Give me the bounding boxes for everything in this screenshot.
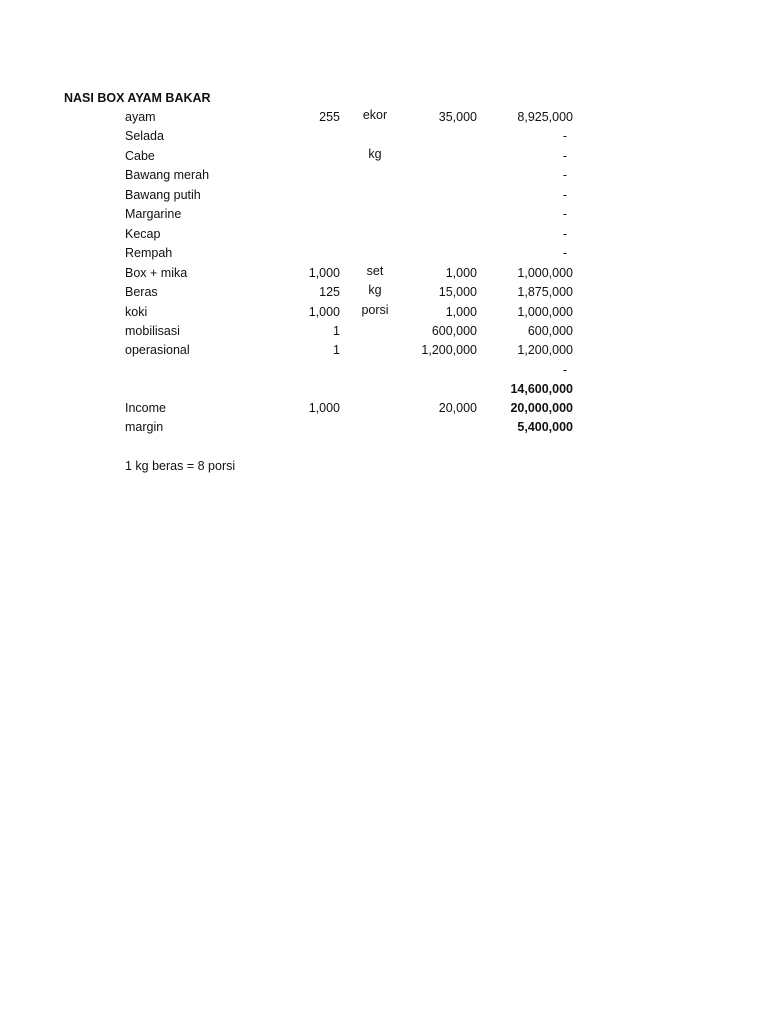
item-name: ayam bbox=[125, 110, 156, 124]
item-name: Bawang putih bbox=[125, 187, 201, 202]
table-row bbox=[0, 147, 768, 166]
income-label: Income bbox=[125, 401, 166, 415]
income-qty: 1,000 bbox=[308, 401, 340, 415]
item-price: 1,000 bbox=[445, 304, 477, 319]
item-name: Rempah bbox=[125, 246, 173, 261]
table-row bbox=[0, 303, 768, 322]
item-total: - bbox=[562, 148, 567, 163]
item-price: 35,000 bbox=[438, 110, 477, 124]
item-total: - bbox=[562, 362, 567, 377]
table-row bbox=[0, 244, 768, 263]
item-name: mobilisasi bbox=[125, 323, 180, 338]
income-price: 20,000 bbox=[438, 401, 477, 415]
sheet-title: NASI BOX AYAM BAKAR bbox=[64, 91, 211, 105]
item-total: 1,000,000 bbox=[517, 304, 573, 319]
margin-total: 5,400,000 bbox=[517, 420, 573, 434]
item-qty: 125 bbox=[319, 285, 340, 300]
item-qty: 1 bbox=[333, 343, 340, 358]
item-qty: 1 bbox=[333, 323, 340, 338]
item-unit: porsi bbox=[361, 302, 389, 317]
item-total: 600,000 bbox=[527, 323, 573, 338]
table-row bbox=[0, 225, 768, 244]
table-row bbox=[0, 205, 768, 224]
table-row bbox=[0, 264, 768, 283]
item-total: - bbox=[562, 187, 567, 202]
item-total: - bbox=[562, 129, 567, 144]
item-price: 1,200,000 bbox=[421, 343, 477, 358]
item-name: Margarine bbox=[125, 207, 182, 222]
item-name: Beras bbox=[125, 285, 158, 300]
item-total: 8,925,000 bbox=[517, 110, 573, 124]
item-price: 600,000 bbox=[431, 323, 477, 338]
item-total: - bbox=[562, 226, 567, 241]
income-row bbox=[0, 399, 768, 418]
table-row bbox=[0, 108, 768, 127]
item-qty: 1,000 bbox=[308, 304, 340, 319]
table-row bbox=[0, 283, 768, 302]
item-name: Kecap bbox=[125, 226, 161, 241]
item-unit: set bbox=[366, 263, 384, 278]
item-qty: 255 bbox=[319, 110, 340, 124]
table-row bbox=[0, 361, 768, 380]
item-unit: kg bbox=[368, 283, 382, 298]
table-row bbox=[0, 186, 768, 205]
table-row bbox=[0, 127, 768, 146]
margin-label: margin bbox=[125, 420, 164, 434]
item-price: 15,000 bbox=[438, 285, 477, 300]
margin-row bbox=[0, 418, 768, 437]
item-unit: kg bbox=[368, 146, 382, 161]
table-row bbox=[0, 322, 768, 341]
subtotal-row bbox=[0, 380, 768, 399]
subtotal-value: 14,600,000 bbox=[510, 382, 573, 396]
item-total: - bbox=[562, 246, 567, 261]
item-total: - bbox=[562, 168, 567, 183]
item-name: Bawang merah bbox=[125, 168, 210, 183]
table-row bbox=[0, 341, 768, 360]
item-name: Cabe bbox=[125, 148, 155, 163]
item-total: - bbox=[562, 207, 567, 222]
table-row bbox=[0, 166, 768, 185]
income-total: 20,000,000 bbox=[510, 401, 573, 415]
item-qty: 1,000 bbox=[308, 265, 340, 280]
item-name: Box + mika bbox=[125, 265, 188, 280]
item-name: operasional bbox=[125, 343, 190, 358]
item-total: 1,200,000 bbox=[517, 343, 573, 358]
item-total: 1,000,000 bbox=[517, 265, 573, 280]
item-name: Selada bbox=[125, 129, 164, 144]
conversion-note: 1 kg beras = 8 porsi bbox=[125, 459, 236, 473]
item-name: koki bbox=[125, 304, 148, 319]
item-price: 1,000 bbox=[445, 265, 477, 280]
item-unit: ekor bbox=[362, 108, 388, 122]
item-total: 1,875,000 bbox=[517, 285, 573, 300]
